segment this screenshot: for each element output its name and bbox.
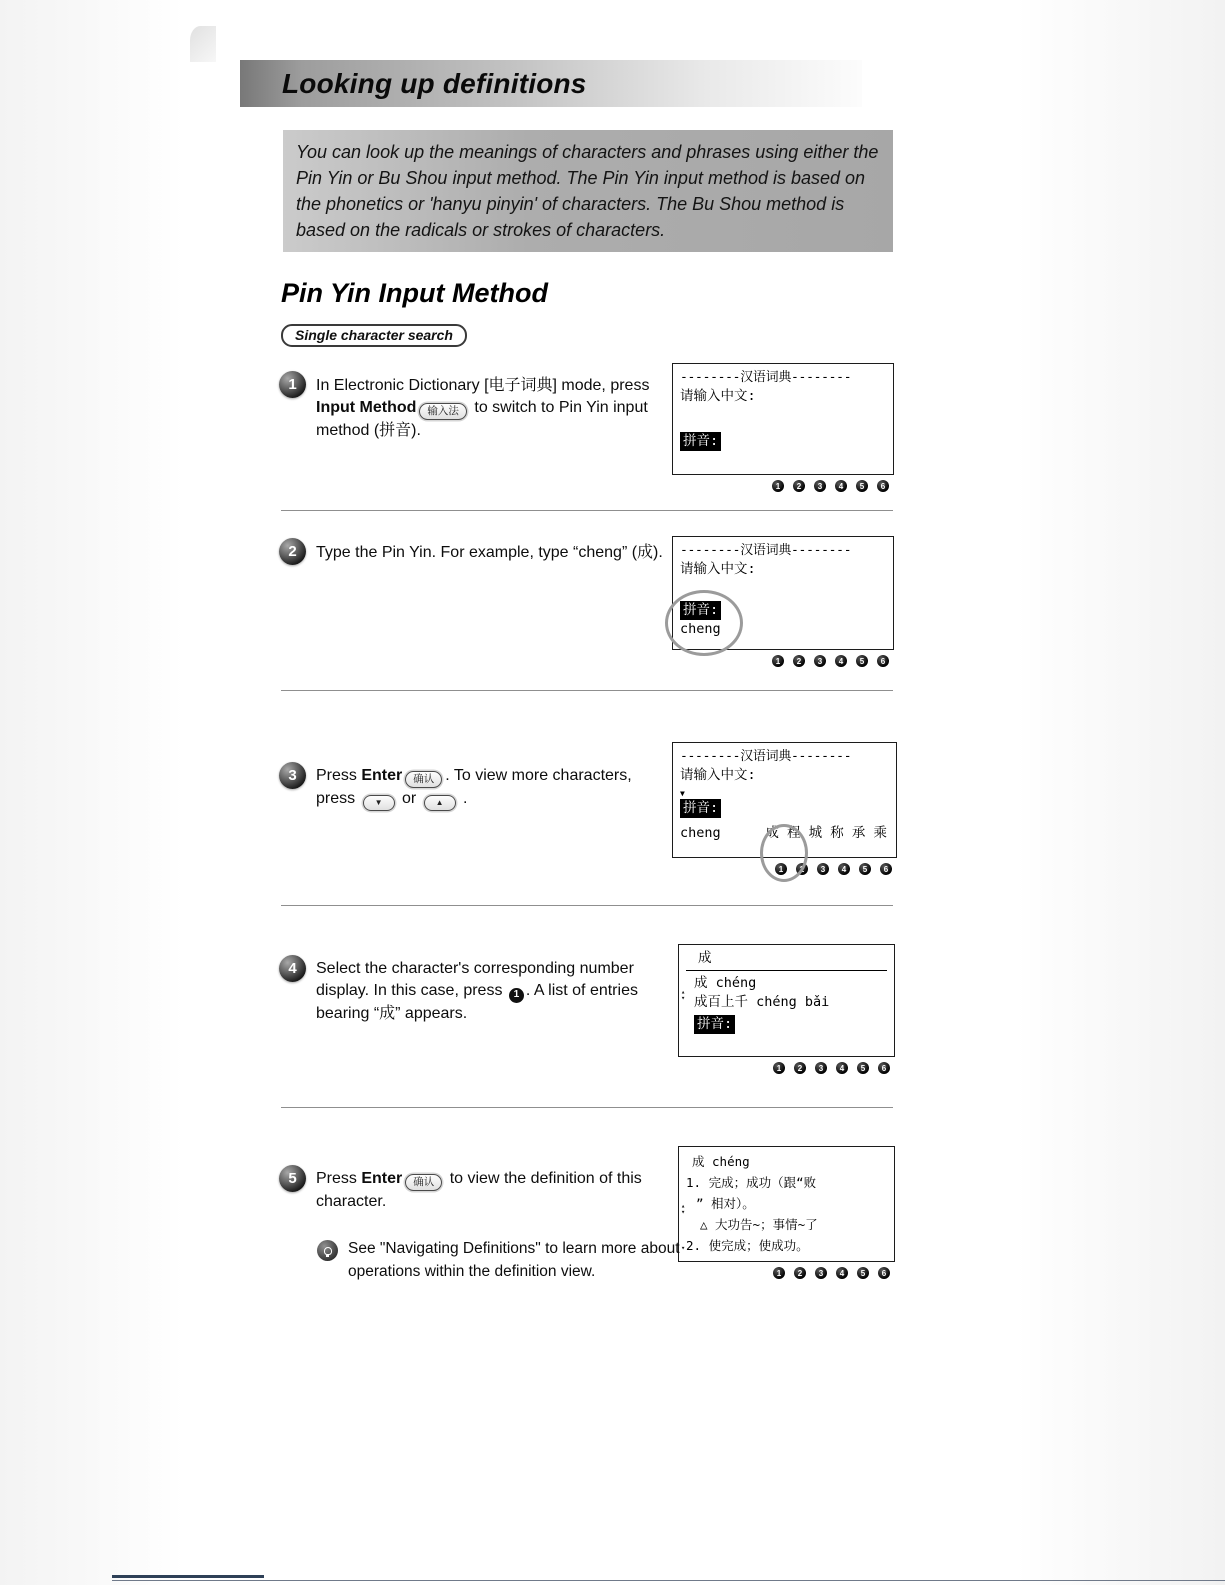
pinyin-label: 拼音:: [694, 1015, 735, 1034]
candidate-row: [680, 824, 889, 843]
number-keys-row: [672, 655, 894, 667]
tip-text: See "Navigating Definitions" to learn more about operations within the definition view.: [348, 1240, 680, 1280]
lcd-screen: [678, 1146, 895, 1262]
step-1-text-part: In Electronic Dictionary [电子词典] mode, press: [316, 377, 650, 394]
number-key-icon: 6: [877, 655, 889, 667]
lcd-screen: [678, 944, 895, 1057]
screen-step-2: [672, 536, 894, 667]
number-key-icon: 6: [880, 863, 892, 875]
number-key-icon: 6: [878, 1062, 890, 1074]
number-key-icon: 1: [773, 1062, 785, 1074]
number-key-icon: 5: [856, 655, 868, 667]
screen-step-5: [678, 1146, 895, 1279]
number-key-icon: 4: [835, 655, 847, 667]
definition-line: △ 大功告~；事情~了: [700, 1217, 818, 1232]
step-3-text-part: . To view more characters, press: [316, 767, 632, 807]
number-key-icon: 3: [817, 863, 829, 875]
candidate-characters: 成 程 城 称 承 乘: [765, 825, 887, 841]
screen-step-3: [672, 742, 897, 875]
phrase-line: 成百上千 chéng bǎi: [694, 994, 830, 1010]
number-key-icon: 5: [857, 1267, 869, 1279]
step-1-number-badge: [279, 371, 306, 398]
scan-corner-artifact: [190, 26, 216, 62]
step-3-text-part: Press: [316, 767, 362, 784]
number-key-icon: 3: [815, 1267, 827, 1279]
tip-bulb-icon: [317, 1240, 338, 1261]
scroll-marker-icon: ▼: [680, 789, 685, 798]
screen-label-line: [680, 432, 886, 451]
step-2-number: 2: [288, 543, 297, 560]
step-2-text: [316, 542, 668, 564]
number-key-icon: 2: [794, 1062, 806, 1074]
definition-line: 1. 完成；成功（跟“败: [686, 1175, 817, 1190]
number-key-icon: 4: [836, 1267, 848, 1279]
number-key-icon: 6: [878, 1267, 890, 1279]
number-key-icon: 5: [856, 480, 868, 492]
lcd-screen: [672, 363, 894, 475]
screen-header: --------汉语词典--------: [680, 543, 852, 558]
screen-header: --------汉语词典--------: [680, 749, 852, 764]
number-keys-row: [678, 1267, 895, 1279]
number-key-icon: 5: [859, 863, 871, 875]
page-bottom-edge: [112, 1580, 1225, 1581]
step-4-text-part: . A list of entries bearing “成” appears.: [316, 982, 638, 1022]
step-4-number: 4: [288, 960, 297, 977]
screen-label-line: [680, 799, 889, 818]
definition-line: ” 相对）。: [696, 1196, 755, 1211]
step-5-text-part: to view the definition of this character.: [316, 1170, 642, 1210]
scroll-down-icon: ▾: [681, 1244, 686, 1252]
number-key-icon: 3: [815, 1062, 827, 1074]
number-keys-row: [672, 863, 897, 875]
screen-prompt: 请输入中文:: [680, 561, 756, 577]
step-4-number-badge: [279, 955, 306, 982]
step-3-number: 3: [288, 767, 297, 784]
screen-prompt: 请输入中文:: [680, 767, 756, 783]
step-1-text: [316, 375, 668, 442]
lcd-screen: [672, 742, 897, 858]
step-3-text: [316, 765, 668, 811]
enter-key-icon: 确认: [405, 1174, 442, 1191]
page-title: Looking up definitions: [282, 68, 587, 99]
step-4-text-part: Select the character's corresponding number display. In this case, press: [316, 960, 634, 999]
result-heading: [686, 949, 887, 971]
result-character: 成: [698, 950, 712, 966]
number-key-icon: 3: [814, 655, 826, 667]
pinyin-label: 拼音:: [680, 799, 721, 818]
step-4-text: [316, 958, 668, 1025]
number-key-icon: 2: [793, 655, 805, 667]
pinyin-label: 拼音:: [680, 601, 721, 620]
step-1-number: 1: [288, 376, 297, 393]
bulb-glyph: [324, 1247, 332, 1255]
divider: [281, 905, 893, 906]
entry-line: 成 chéng: [692, 1154, 750, 1169]
step-5-bold-label: Enter: [361, 1170, 403, 1187]
up-key-icon: ▲: [424, 795, 456, 811]
number-keys-row: [672, 480, 894, 492]
screen-label-line: [686, 1015, 887, 1034]
number-1-key-icon: 1: [509, 988, 524, 1003]
number-key-icon: 1: [772, 655, 784, 667]
page-edge-left: [0, 0, 185, 1585]
step-5-number-badge: [279, 1165, 306, 1192]
definition-line: 2. 使完成；使成功。: [686, 1238, 809, 1253]
screen-step-1: [672, 363, 894, 492]
divider: [281, 690, 893, 691]
scroll-arrows-icon: ▴ ▾: [681, 988, 686, 1002]
pinyin-label: 拼音:: [680, 432, 721, 451]
number-key-icon: 2: [793, 480, 805, 492]
lcd-screen: [672, 536, 894, 650]
number-key-icon: 5: [857, 1062, 869, 1074]
intro-text: You can look up the meanings of characters and phrases using either the Pin Yin or Bu Shou input method. The Pin Yin input method is based on the phonetics or 'hanyu pinyin' of characters. The Bu Shou method is based on the radicals or strokes of characters.: [296, 142, 879, 240]
number-key-icon: 1: [772, 480, 784, 492]
section-heading: Pin Yin Input Method: [281, 278, 548, 308]
number-key-icon: 1: [775, 863, 787, 875]
screen-label-line: [680, 601, 886, 620]
intro-box: [283, 130, 893, 252]
number-key-icon: 3: [814, 480, 826, 492]
number-key-icon: 4: [836, 1062, 848, 1074]
page-edge-right: [1015, 0, 1225, 1585]
number-keys-row: [678, 1062, 895, 1074]
step-5-text-part: Press: [316, 1170, 362, 1187]
down-key-icon: ▼: [363, 795, 395, 811]
step-3-text-part: .: [458, 790, 468, 807]
divider: [281, 1107, 893, 1108]
screen-input: cheng: [680, 621, 721, 637]
input-method-key-icon: 输入法: [419, 403, 467, 420]
step-3-text-part: or: [397, 790, 421, 807]
step-3-number-badge: [279, 762, 306, 789]
step-1-text-part: to switch to Pin Yin input method (拼音).: [316, 399, 648, 439]
step-1-bold-label: Input Method: [316, 399, 417, 416]
number-key-icon: 4: [838, 863, 850, 875]
step-5-number: 5: [288, 1170, 297, 1187]
enter-key-icon: 确认: [405, 771, 442, 788]
step-5-text: [316, 1168, 656, 1213]
step-3-bold-label: Enter: [361, 767, 403, 784]
entry-line: 成 chéng: [694, 975, 757, 991]
title-bar: [240, 60, 862, 107]
number-key-icon: 6: [877, 480, 889, 492]
screen-step-4: [678, 944, 895, 1074]
step-2-text-part: Type the Pin Yin. For example, type “cheng” (成).: [316, 544, 663, 561]
screen-prompt: 请输入中文:: [680, 388, 756, 404]
scroll-arrows-icon: ▴ ▾: [681, 1202, 686, 1216]
number-key-icon: 1: [773, 1267, 785, 1279]
number-key-icon: 4: [835, 480, 847, 492]
screen-input: cheng: [680, 825, 721, 841]
number-key-icon: 2: [794, 1267, 806, 1279]
step-2-number-badge: [279, 538, 306, 565]
screen-header: --------汉语词典--------: [680, 370, 852, 385]
footer-link-mark: [112, 1575, 264, 1578]
divider: [281, 510, 893, 511]
number-key-icon: 2: [796, 863, 808, 875]
subsection-badge: Single character search: [281, 324, 467, 347]
